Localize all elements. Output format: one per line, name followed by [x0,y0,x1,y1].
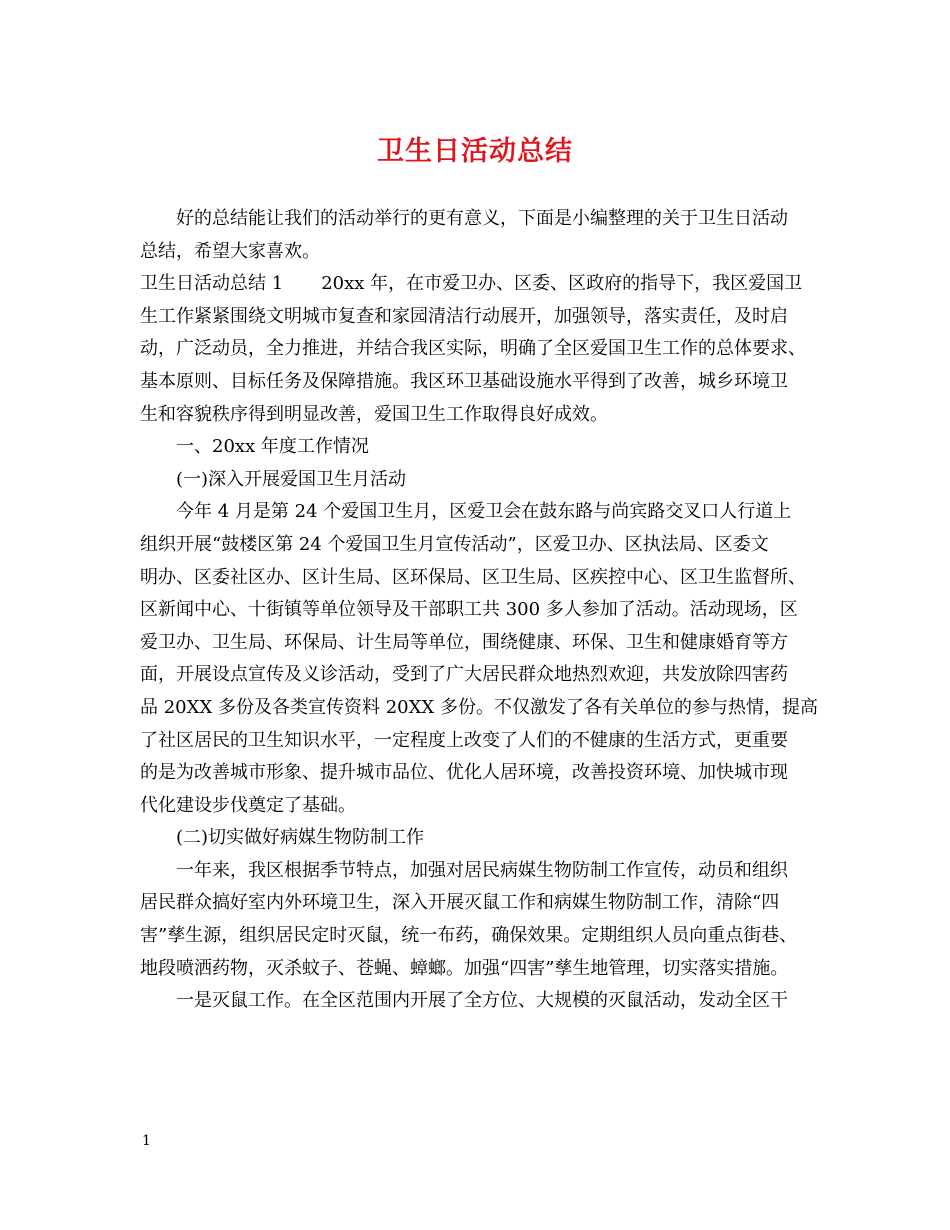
paragraph-line: 一是灭鼠工作。在全区范围内开展了全方位、大规模的灭鼠活动，发动全区干 [176,990,788,1012]
paragraph-line: 爱卫办、卫生局、环保局、计生局等单位，围绕健康、环保、卫生和健康婚育等方 [140,631,788,653]
document-body [140,203,820,1018]
paragraph-line: 了社区居民的卫生知识水平，一定程度上改变了人们的不健康的生活方式，更重要 [140,729,788,751]
paragraph-line: 害”孳生源，组织居民定时灭鼠，统一布药，确保效果。定期组织人员向重点街巷、 [140,925,798,947]
subsection-heading: (一)深入开展爱国卫生月活动 [176,468,407,490]
paragraph-line: 明办、区委社区办、区计生局、区环保局、区卫生局、区疾控中心、区卫生监督所、 [140,566,806,588]
paragraph-line: 20xx 年，在市爱卫办、区委、区政府的指导下，我区爱国卫 [321,273,803,295]
paragraph-line: 品 20XX 多份及各类宣传资料 20XX 多份。不仅激发了各有关单位的参与热情，提高 [140,696,818,718]
paragraph-line: 一年来，我区根据季节特点，加强对居民病媒生物防制工作宣传，动员和组织 [176,859,788,881]
page-number: 1 [142,1133,151,1149]
subsection-heading: (二)切实做好病媒生物防制工作 [176,827,425,849]
paragraph-line: 生和容貌秩序得到明显改善，爱国卫生工作取得良好成效。 [140,403,608,425]
intro-line: 好的总结能让我们的活动举行的更有意义，下面是小编整理的关于卫生日活动 [176,208,788,229]
paragraph-line: 组织开展“鼓楼区第 24 个爱国卫生月宣传活动”，区爱卫办、区执法局、区委文 [140,533,769,555]
intro-line: 总结，希望大家喜欢。 [140,240,320,262]
document-title: 卫生日活动总结 [377,136,573,167]
paragraph-line: 动，广泛动员，全力推进，并结合我区实际，明确了全区爱国卫生工作的总体要求、 [140,338,806,360]
paragraph-line: 地段喷洒药物，灭杀蚊子、苍蝇、蟑螂。加强“四害”孳生地管理，切实落实措施。 [140,957,789,979]
paragraph-line: 生工作紧紧围绕文明城市复查和家园清洁行动展开，加强领导，落实责任，及时启 [140,305,788,327]
paragraph-line: 今年 4 月是第 24 个爱国卫生月，区爱卫会在鼓东路与尚宾路交叉口人行道上 [176,501,792,523]
paragraph-line: 代化建设步伐奠定了基础。 [140,794,356,816]
section-label: 卫生日活动总结 1 [140,273,284,295]
paragraph-line: 基本原则、目标任务及保障措施。我区环卫基础设施水平得到了改善，城乡环境卫 [140,370,788,392]
section-heading-line [140,268,820,301]
paragraph-line: 的是为改善城市形象、提升城市品位、优化人居环境，改善投资环境、加快城市现 [140,762,788,784]
paragraph-line: 区新闻中心、十街镇等单位领导及干部职工共 300 多人参加了活动。活动现场，区 [140,599,798,621]
section-heading: 一、20xx 年度工作情况 [176,436,369,458]
paragraph-line: 居民群众搞好室内外环境卫生，深入开展灭鼠工作和病媒生物防制工作，清除“四 [140,892,780,914]
paragraph-line: 面，开展设点宣传及义诊活动，受到了广大居民群众地热烈欢迎，共发放除四害药 [140,664,788,686]
